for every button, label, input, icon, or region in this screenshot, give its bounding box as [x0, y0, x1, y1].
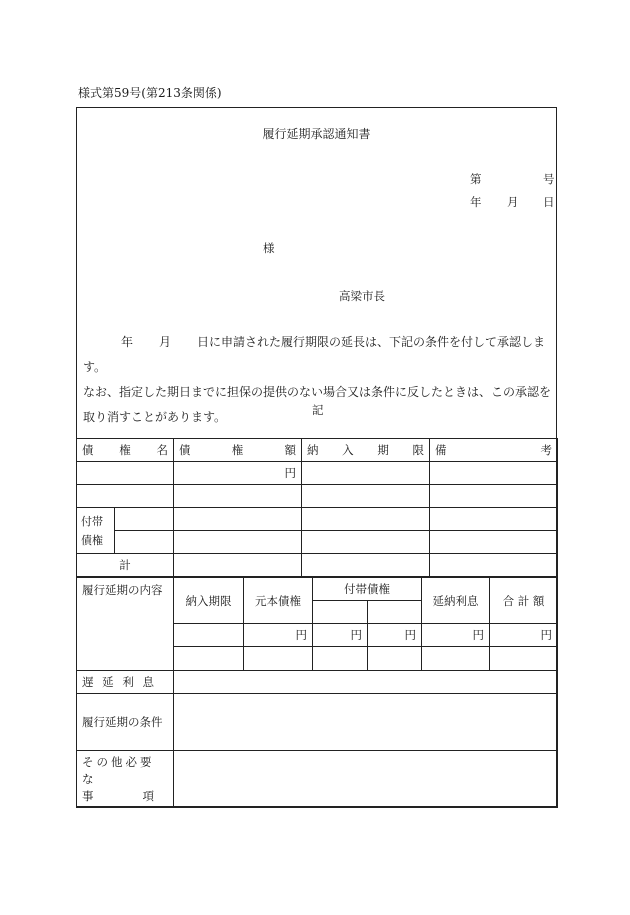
extension-content-label: 履行延期の内容: [77, 578, 174, 671]
table-row: [77, 508, 558, 531]
attached-yen-2: 円: [368, 624, 422, 647]
debt-table: [76, 438, 558, 577]
delay-interest-row: [77, 671, 558, 694]
date-day: 日: [543, 195, 555, 209]
header-deadline: 納 入 期 限: [302, 439, 430, 462]
total-row: [77, 554, 558, 577]
debt-header-row: [77, 439, 558, 462]
issuer-name: 高梁市長: [339, 289, 385, 303]
sub-header-principal: 元本債権: [244, 578, 313, 624]
header-creditor-name: 債 権 名: [77, 439, 174, 462]
extension-table: [76, 577, 558, 808]
principal-yen: 円: [244, 624, 313, 647]
sub-header-total: 合 計 額: [490, 578, 558, 624]
attached-debt-label: 付帯債権: [77, 508, 115, 554]
header-amount: 債 権 額: [174, 439, 302, 462]
header-remarks: 備 考: [430, 439, 558, 462]
conditions-label: 履行延期の条件: [77, 694, 174, 751]
form-number-label: 様式第59号(第213条関係): [78, 86, 222, 100]
total-yen: 円: [490, 624, 558, 647]
number-dai: 第: [470, 172, 482, 186]
number-go: 号: [543, 172, 555, 186]
addressee-suffix: 様: [263, 241, 275, 255]
interest-yen: 円: [422, 624, 490, 647]
other-label-line1: その他必要な: [82, 754, 155, 786]
sub-header-interest: 延納利息: [422, 578, 490, 624]
other-label: その他必要な 事 項: [77, 751, 174, 808]
body-month: 月: [159, 335, 172, 349]
table-row: [77, 485, 558, 508]
conditions-row: [77, 694, 558, 751]
amount-yen: 円: [174, 462, 302, 485]
other-row: [77, 751, 558, 808]
body-year: 年: [121, 335, 134, 349]
ki-heading: 記: [312, 403, 324, 417]
attached-yen-1: 円: [313, 624, 368, 647]
body-line2: なお、指定した期日までに担保の提供のない場合又は条件に反したときは、この承認を取り消すことがあります。: [83, 385, 552, 424]
body-line1: 日に申請された履行期限の延長は、下記の条件を付して承認します。: [83, 335, 546, 374]
table-row: [77, 531, 558, 554]
total-label: 計: [77, 554, 174, 577]
date-month: 月: [507, 195, 519, 209]
document-title: 履行延期承認通知書: [262, 127, 371, 141]
delay-interest-label: 遅 延 利 息: [77, 671, 174, 694]
date-year: 年: [470, 195, 482, 209]
table-row: [77, 462, 558, 485]
sub-header-deadline: 納入期限: [174, 578, 244, 624]
sub-header-attached: 付帯債権: [313, 578, 422, 601]
